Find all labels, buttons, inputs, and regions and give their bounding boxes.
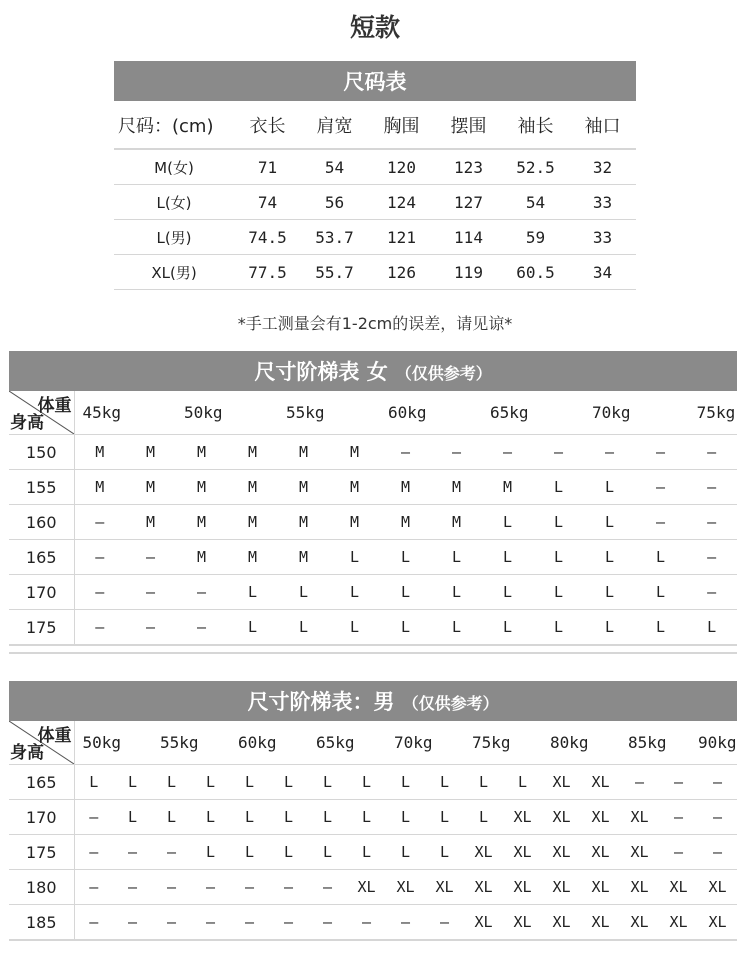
height-label: 160 [9, 505, 74, 540]
size-cell: M [74, 470, 125, 505]
size-cell: L [113, 800, 152, 835]
page-title: 短款 [349, 13, 400, 42]
size-cell: L [386, 800, 425, 835]
weight-header: 70kg [394, 733, 433, 752]
height-label: 185 [9, 905, 74, 941]
measurement-note: *手工测量会有1-2cm的误差，请见谅* [237, 314, 513, 333]
size-cell: XL [464, 905, 503, 941]
ladder-row [9, 800, 737, 835]
size-cell: – [74, 540, 125, 575]
chest-header: 胸围 [368, 101, 435, 149]
shoulder-header: 肩宽 [301, 101, 368, 149]
height-label: 175 [9, 835, 74, 870]
size-cell: – [191, 905, 230, 941]
size-cell: M [278, 505, 329, 540]
size-cell: L [278, 575, 329, 610]
size-cell: M [227, 435, 278, 470]
size-cell: L [533, 540, 584, 575]
measurement-value: 77.5 [234, 255, 301, 290]
size-cell: XL [542, 800, 581, 835]
size-cell: – [386, 905, 425, 941]
size-cell: L [482, 575, 533, 610]
size-cell: XL [620, 870, 659, 905]
size-cell: L [380, 610, 431, 646]
size-cell: L [482, 610, 533, 646]
size-cell: L [533, 575, 584, 610]
size-cell: L [635, 540, 686, 575]
size-cell: – [698, 800, 737, 835]
ladder-row [9, 765, 737, 800]
size-row [114, 220, 636, 255]
weight-header: 85kg [628, 733, 667, 752]
size-cell: M [176, 435, 227, 470]
size-cell: – [686, 470, 737, 505]
size-cell: – [686, 435, 737, 470]
size-cell: M [431, 470, 482, 505]
size-cell: XL [503, 870, 542, 905]
hem-header: 摆围 [435, 101, 502, 149]
measurement-value: 32 [569, 149, 636, 185]
sleeve-length-header: 袖长 [502, 101, 569, 149]
size-cell: M [329, 435, 380, 470]
height-label: 150 [9, 435, 74, 470]
ladder-title-group [9, 356, 737, 386]
measurement-value: 114 [435, 220, 502, 255]
size-cell: – [347, 905, 386, 941]
corner-height-label: 身高 [10, 743, 44, 763]
size-cell: L [191, 765, 230, 800]
size-cell: L [269, 835, 308, 870]
size-cell: – [113, 905, 152, 941]
size-cell: L [347, 765, 386, 800]
size-header: 尺码：(cm) [114, 101, 234, 149]
measurement-value: 33 [569, 185, 636, 220]
size-cell: L [386, 765, 425, 800]
size-cell: – [74, 505, 125, 540]
size-cell: – [659, 765, 698, 800]
measurement-value: 55.7 [301, 255, 368, 290]
size-cell: XL [503, 905, 542, 941]
size-cell: L [227, 610, 278, 646]
corner-header [9, 391, 74, 435]
size-cell: XL [347, 870, 386, 905]
size-cell: L [191, 835, 230, 870]
size-cell: – [431, 435, 482, 470]
size-cell: XL [425, 870, 464, 905]
size-label: XL(男) [114, 255, 234, 290]
height-label: 165 [9, 765, 74, 800]
size-cell: L [230, 800, 269, 835]
size-cell: – [230, 870, 269, 905]
measurement-value: 54 [502, 185, 569, 220]
size-cell: L [380, 575, 431, 610]
size-cell: – [74, 905, 113, 941]
size-cell: L [191, 800, 230, 835]
size-cell: M [329, 470, 380, 505]
size-cell: – [308, 905, 347, 941]
size-cell: – [620, 765, 659, 800]
size-cell: L [533, 610, 584, 646]
ladder-row [9, 470, 737, 505]
size-cell: L [152, 765, 191, 800]
size-cell: – [152, 835, 191, 870]
size-cell: XL [698, 870, 737, 905]
size-cell: L [431, 610, 482, 646]
size-cell: XL [386, 870, 425, 905]
weight-header: 80kg [550, 733, 589, 752]
size-cell: L [464, 800, 503, 835]
weight-header: 75kg [696, 403, 736, 422]
measurement-value: 60.5 [502, 255, 569, 290]
size-cell: – [425, 905, 464, 941]
size-cell: XL [659, 905, 698, 941]
size-cell: L [230, 765, 269, 800]
size-cell: – [698, 765, 737, 800]
size-cell: L [584, 575, 635, 610]
size-cell: L [464, 765, 503, 800]
ladder-row [9, 575, 737, 610]
size-cell: – [635, 470, 686, 505]
size-cell: L [584, 610, 635, 646]
measurement-value: 123 [435, 149, 502, 185]
size-cell: M [125, 470, 176, 505]
ladder-row [9, 435, 737, 470]
size-cell: – [74, 835, 113, 870]
size-cell: – [380, 435, 431, 470]
size-cell: L [482, 505, 533, 540]
size-cell: L [635, 610, 686, 646]
length-header: 衣长 [234, 101, 301, 149]
size-cell: – [686, 540, 737, 575]
ladder-row [9, 610, 737, 646]
size-cell: – [125, 610, 176, 646]
size-cell: – [176, 610, 227, 646]
size-cell: XL [698, 905, 737, 941]
size-row [114, 149, 636, 185]
size-cell: L [431, 540, 482, 575]
size-cell: XL [620, 835, 659, 870]
size-cell: M [176, 470, 227, 505]
ladder-row [9, 905, 737, 941]
size-cell: – [698, 835, 737, 870]
size-label: M(女) [114, 149, 234, 185]
size-cell: L [347, 800, 386, 835]
weight-header: 60kg [238, 733, 277, 752]
size-cell: L [380, 540, 431, 575]
measurement-value: 33 [569, 220, 636, 255]
size-cell: – [125, 540, 176, 575]
ladder-title-group [9, 686, 737, 716]
size-cell: – [659, 835, 698, 870]
size-cell: L [278, 610, 329, 646]
size-cell: L [533, 470, 584, 505]
size-cell: – [74, 800, 113, 835]
height-label: 165 [9, 540, 74, 575]
size-cell: – [152, 870, 191, 905]
size-cell: – [482, 435, 533, 470]
weight-header: 65kg [490, 403, 529, 422]
size-cell: – [74, 575, 125, 610]
ladder-subtitle: （仅供参考） [402, 694, 499, 713]
size-cell: XL [581, 800, 620, 835]
measurement-value: 74.5 [234, 220, 301, 255]
men-size-ladder-table [9, 681, 737, 941]
size-cell: L [584, 470, 635, 505]
size-cell: – [176, 575, 227, 610]
size-cell: L [425, 765, 464, 800]
size-cell: M [125, 435, 176, 470]
weight-header: 55kg [160, 733, 199, 752]
size-cell: – [659, 800, 698, 835]
size-cell: L [230, 835, 269, 870]
size-cell: – [533, 435, 584, 470]
corner-header [9, 721, 74, 765]
ladder-subtitle: （仅供参考） [395, 364, 492, 383]
size-row [114, 185, 636, 220]
cuff-header: 袖口 [569, 101, 636, 149]
size-chart-table [114, 61, 636, 290]
size-cell: XL [581, 835, 620, 870]
size-cell: L [533, 505, 584, 540]
size-cell: XL [542, 905, 581, 941]
size-cell: L [74, 765, 113, 800]
size-cell: M [176, 540, 227, 575]
size-cell: – [269, 870, 308, 905]
height-label: 175 [9, 610, 74, 646]
size-cell: L [635, 575, 686, 610]
size-cell: M [329, 505, 380, 540]
measurement-value: 54 [301, 149, 368, 185]
size-cell: – [74, 610, 125, 646]
height-label: 170 [9, 575, 74, 610]
size-cell: – [686, 575, 737, 610]
size-cell: L [425, 835, 464, 870]
size-cell: M [278, 540, 329, 575]
size-cell: XL [503, 800, 542, 835]
size-cell: M [380, 470, 431, 505]
size-cell: XL [581, 905, 620, 941]
size-cell: M [227, 505, 278, 540]
size-cell: L [308, 835, 347, 870]
size-cell: XL [581, 765, 620, 800]
section-divider [9, 652, 737, 654]
size-label: L(男) [114, 220, 234, 255]
size-cell: L [431, 575, 482, 610]
women-ladder-header [9, 351, 737, 391]
size-cell: – [191, 870, 230, 905]
measurement-value: 74 [234, 185, 301, 220]
weight-header: 55kg [286, 403, 325, 422]
size-cell: L [584, 505, 635, 540]
size-cell: – [113, 835, 152, 870]
size-cell: L [152, 800, 191, 835]
ladder-row [9, 870, 737, 905]
size-cell: XL [620, 800, 659, 835]
size-cell: XL [620, 905, 659, 941]
size-cell: M [278, 435, 329, 470]
height-label: 180 [9, 870, 74, 905]
weight-header: 60kg [388, 403, 427, 422]
measurement-value: 59 [502, 220, 569, 255]
size-cell: XL [659, 870, 698, 905]
size-cell: L [329, 610, 380, 646]
size-cell: – [269, 905, 308, 941]
size-cell: M [227, 540, 278, 575]
measurement-value: 120 [368, 149, 435, 185]
men-ladder-title: 尺寸阶梯表：男 [247, 690, 395, 714]
measurement-value: 119 [435, 255, 502, 290]
weight-header: 50kg [82, 733, 122, 752]
measurement-value: 127 [435, 185, 502, 220]
size-cell: L [386, 835, 425, 870]
size-cell: – [686, 505, 737, 540]
size-cell: M [125, 505, 176, 540]
size-cell: – [125, 575, 176, 610]
size-cell: L [584, 540, 635, 575]
size-cell: XL [464, 870, 503, 905]
size-cell: – [635, 435, 686, 470]
measurement-value: 52.5 [502, 149, 569, 185]
corner-weight-label: 体重 [37, 726, 72, 746]
size-cell: XL [503, 835, 542, 870]
size-cell: M [278, 470, 329, 505]
size-cell: XL [581, 870, 620, 905]
women-size-ladder-table [9, 351, 737, 646]
weight-header: 50kg [184, 403, 223, 422]
height-label: 170 [9, 800, 74, 835]
size-cell: L [329, 575, 380, 610]
size-cell: – [308, 870, 347, 905]
weight-header: 90kg [698, 733, 737, 752]
size-label: L(女) [114, 185, 234, 220]
corner-height-label: 身高 [10, 413, 44, 433]
size-cell: M [380, 505, 431, 540]
size-cell: L [269, 800, 308, 835]
size-cell: L [308, 800, 347, 835]
size-cell: XL [464, 835, 503, 870]
measurement-value: 71 [234, 149, 301, 185]
size-cell: XL [542, 765, 581, 800]
size-cell: L [113, 765, 152, 800]
ladder-row [9, 505, 737, 540]
size-cell: XL [542, 835, 581, 870]
size-chart-title: 尺码表 [114, 61, 636, 101]
size-cell: M [431, 505, 482, 540]
measurement-value: 53.7 [301, 220, 368, 255]
size-cell: L [269, 765, 308, 800]
measurement-value: 56 [301, 185, 368, 220]
corner-weight-label: 体重 [37, 396, 72, 416]
weight-header: 65kg [316, 733, 355, 752]
height-label: 155 [9, 470, 74, 505]
size-cell: M [227, 470, 278, 505]
measurement-value: 126 [368, 255, 435, 290]
size-cell: – [113, 870, 152, 905]
size-cell: – [74, 870, 113, 905]
size-cell: L [308, 765, 347, 800]
size-cell: L [227, 575, 278, 610]
size-cell: – [584, 435, 635, 470]
size-cell: L [347, 835, 386, 870]
size-row [114, 255, 636, 290]
size-cell: M [482, 470, 533, 505]
measurement-value: 121 [368, 220, 435, 255]
weight-header: 45kg [82, 403, 122, 422]
weight-header: 75kg [472, 733, 511, 752]
size-cell: – [635, 505, 686, 540]
size-cell: L [503, 765, 542, 800]
size-cell: L [329, 540, 380, 575]
size-cell: M [74, 435, 125, 470]
ladder-row [9, 835, 737, 870]
weight-header: 70kg [592, 403, 631, 422]
size-cell: L [686, 610, 737, 646]
size-cell: L [482, 540, 533, 575]
size-cell: XL [542, 870, 581, 905]
size-cell: L [425, 800, 464, 835]
size-cell: M [176, 505, 227, 540]
men-ladder-header [9, 681, 737, 721]
size-cell: – [230, 905, 269, 941]
ladder-row [9, 540, 737, 575]
measurement-value: 124 [368, 185, 435, 220]
measurement-value: 34 [569, 255, 636, 290]
women-ladder-title: 尺寸阶梯表 女 [254, 360, 388, 384]
size-cell: – [152, 905, 191, 941]
